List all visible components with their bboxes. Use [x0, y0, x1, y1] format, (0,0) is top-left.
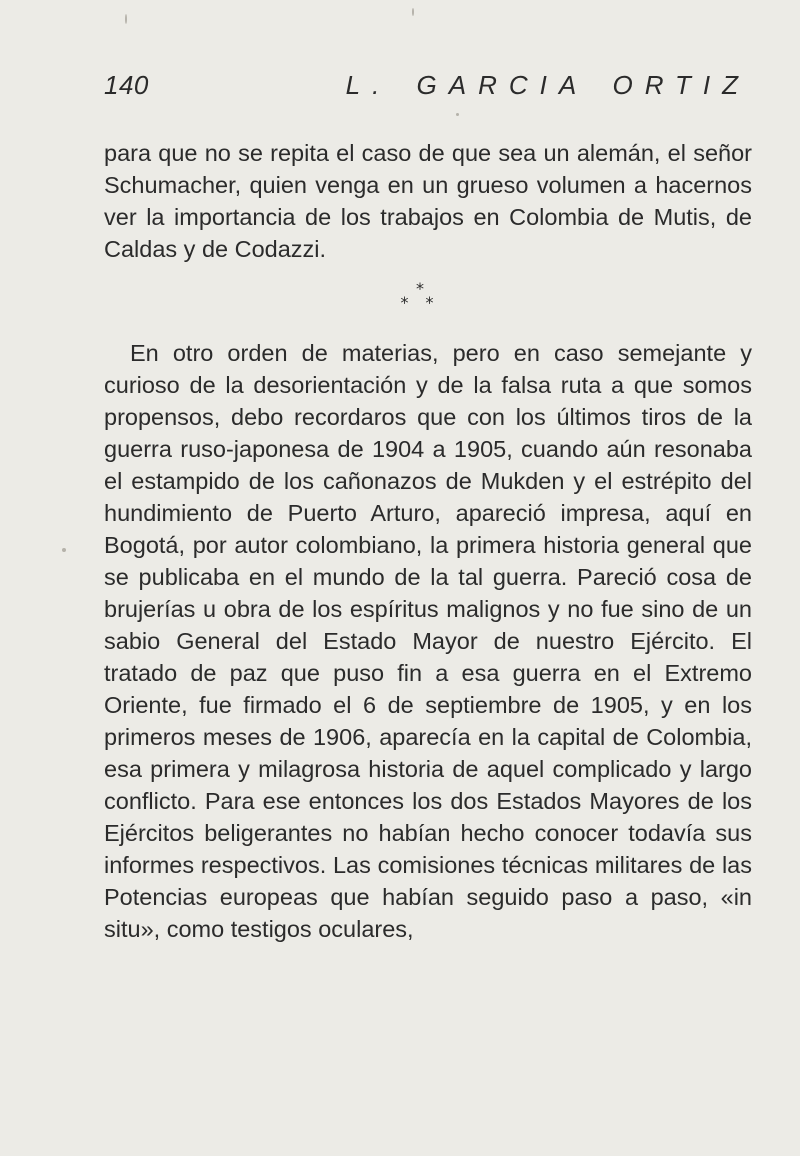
asterism-separator — [400, 279, 440, 318]
asterism-bottom: * * — [400, 293, 440, 312]
paragraph-1: para que no se repita el caso de que sea un alemán, el señor Schumacher, quien venga en un grueso volumen a hacernos ver la importancia de los trabajos en Colombia de Mutis, de Caldas y de Codazzi. — [104, 140, 752, 262]
running-head-author: L. GARCIA ORTIZ — [345, 70, 750, 100]
paper-speck — [62, 548, 66, 552]
page-header — [104, 70, 750, 110]
paper-speck — [456, 113, 459, 116]
page-number: 140 — [104, 70, 149, 100]
paper-speck — [412, 8, 414, 16]
paper-speck — [125, 14, 127, 24]
asterism-top: * — [416, 279, 424, 298]
paragraph-2: En otro orden de materias, pero en caso semejante y curioso de la desorientación y de la falsa ruta a que somos propensos, debo recordaros que con los últimos tiros de la guerra ruso-japonesa de 1904 a 1905, cuando aún resonaba el estampido de los cañonazos de Mukden y el estrépito del hundimiento de Puerto Arturo, apareció impresa, aquí en Bogotá, por autor colombiano, la primera historia general que se publicaba en el mundo de la tal guerra. Pareció cosa de brujerías u obra de los espíritus malignos y no fue sino de un sabio General del Estado Mayor de nuestro Ejército. El tratado de paz que puso fin a esa guerra en el Extremo Oriente, fue firmado el 6 de septiembre de 1905, y en los primeros meses de 1906, aparecía en la capital de Colombia, esa primera y milagrosa historia de aquel complicado y largo conflicto. Para ese entonces los dos Estados Mayores de los Ejércitos beligerantes no habían hecho conocer todavía sus informes respectivos. Las comisiones técnicas militares de las Potencias europeas que habían seguido paso a paso, «in situ», como testigos oculares, — [104, 340, 752, 942]
